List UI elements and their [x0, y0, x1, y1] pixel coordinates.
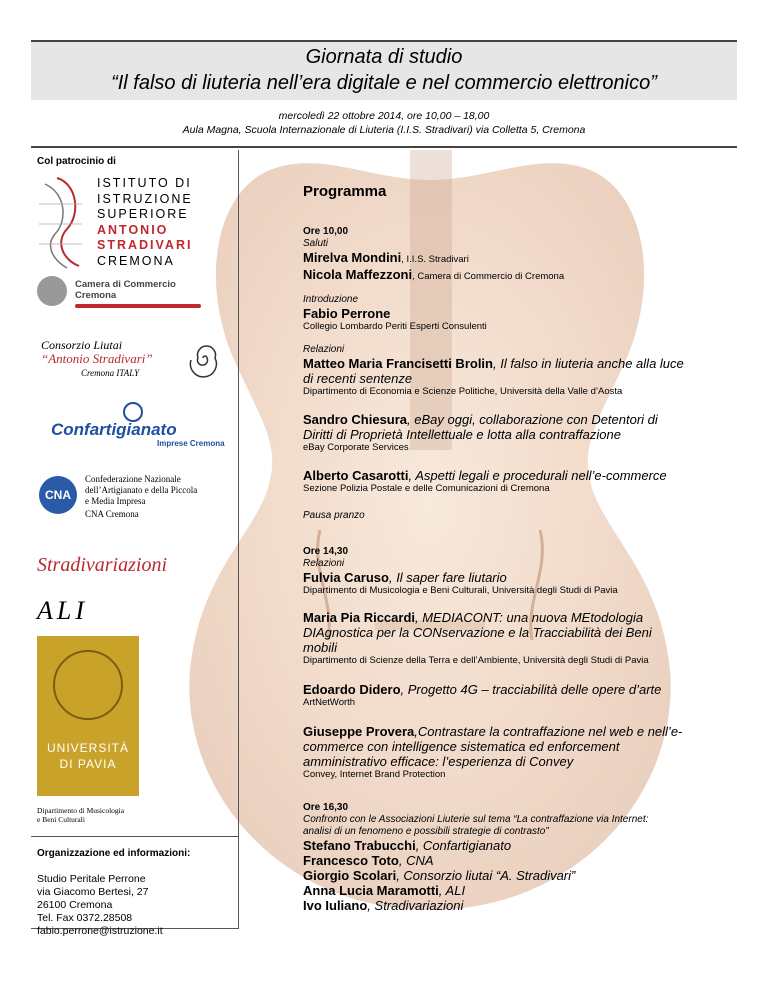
block-casarotti [303, 468, 733, 495]
talk-title-cont: Diritti di Proprietà Intellettuale e lotta alla contraffazione [303, 427, 621, 442]
iis-line-5: STRADIVARI [97, 238, 193, 252]
block-confronto [303, 802, 733, 913]
session-label: Relazioni [303, 558, 345, 569]
title-band [31, 42, 737, 100]
event-date: mercoledì 22 ottobre 2014, ore 10,00 – 18,00 [278, 110, 490, 122]
cna-line-2: dell’Artigianato e della Piccola [85, 485, 198, 495]
patrocinio-label: Col patrocinio di [37, 156, 116, 167]
pavia-seal-icon [53, 650, 123, 720]
org-title: Organizzazione ed informazioni: [37, 848, 191, 859]
session-description-cont: analisi di un fenomeno e possibili strategie di contrasto” [303, 826, 549, 837]
panelist-org: , Stradivariazioni [367, 898, 464, 913]
time: Ore 10,00 [303, 226, 349, 237]
program-title: Programma [303, 183, 387, 200]
consorzio-spiral-icon [185, 338, 225, 378]
speaker-name: Matteo Maria Francisetti Brolin [303, 356, 493, 371]
session-label: Relazioni [303, 344, 345, 355]
panelist [303, 883, 733, 898]
header [31, 40, 737, 148]
talk-line [303, 610, 733, 625]
confartigianato-sub: Imprese Cremona [157, 439, 225, 448]
talk-line [303, 356, 733, 371]
iis-line-3: SUPERIORE [97, 207, 189, 221]
org-line-2: via Giacomo Bertesi, 27 [37, 886, 149, 898]
talk-line [303, 570, 733, 585]
panelist-org: , ALI [438, 883, 466, 898]
speaker-line [303, 267, 733, 284]
confartigianato-emblem-icon [123, 402, 143, 422]
talk-title: , MEDIACONT: una nuova MEtodologia [415, 610, 644, 625]
talk-title-cont: commerce con intelligence sistematica ed enforcement [303, 739, 620, 754]
speaker-name: Mirelva Mondini [303, 250, 402, 265]
speaker-affiliation: Dipartimento di Scienze della Terra e dell’Ambiente, Università degli Studi di Pavia [303, 655, 649, 666]
talk-title: ,Contrastare la contraffazione nel web e nell’e- [414, 724, 683, 739]
universita-pavia-logo [37, 636, 139, 796]
ali-logo: ALI [37, 596, 88, 625]
talk-title: , Aspetti legali e procedurali nell’e-commerce [408, 468, 667, 483]
speaker-name: Alberto Casarotti [303, 468, 409, 483]
dip-line-2: e Beni Culturali [37, 815, 85, 824]
speaker-name: Maria Pia Riccardi [303, 610, 415, 625]
consorzio-line-3: Cremona ITALY [81, 368, 140, 378]
talk-line [303, 682, 733, 697]
speaker-affiliation: , Camera di Commercio di Cremona [412, 271, 565, 282]
speaker-affiliation: Sezione Polizia Postale e delle Comunicazioni di Cremona [303, 483, 550, 494]
talk-title: , eBay oggi, collaborazione con Detentori di [407, 412, 658, 427]
cna-logo [37, 472, 227, 522]
block-saluti [303, 226, 733, 284]
pavia-line-2: DI PAVIA [59, 757, 117, 771]
panelist [303, 853, 733, 868]
time: Ore 16,30 [303, 802, 349, 813]
panelist-name: Anna Lucia Maramotti [303, 883, 439, 898]
org-contact [31, 859, 238, 938]
speaker-name: Nicola Maffezzoni [303, 267, 413, 282]
block-provera [303, 724, 733, 781]
session-description: Confronto con le Associazioni Liuterie sul tema “La contraffazione via Internet: [303, 814, 649, 825]
pavia-line-1: UNIVERSITÀ [46, 741, 129, 755]
iis-line-1: ISTITUTO DI [97, 176, 192, 190]
block-afternoon [303, 546, 733, 597]
time: Ore 14,30 [303, 546, 349, 557]
block-didero [303, 682, 733, 709]
organization-box [31, 836, 238, 938]
org-line-4: Tel. Fax 0372.28508 [37, 912, 133, 924]
iis-line-4: ANTONIO [97, 222, 169, 237]
speaker-name: Fulvia Caruso [303, 570, 389, 585]
speaker-affiliation: Dipartimento di Economia e Scienze Politiche, Università della Valle d’Aosta [303, 386, 623, 397]
panelist-name: Ivo Iuliano [303, 898, 368, 913]
speaker-name: Sandro Chiesura [303, 412, 408, 427]
iis-line-2: ISTRUZIONE [97, 191, 193, 206]
block-chiesura [303, 412, 733, 454]
speaker-affiliation: Dipartimento di Musicologia e Beni Culturali, Università degli Studi di Pavia [303, 585, 618, 596]
sponsor-sidebar [31, 150, 239, 937]
camera-line-2: Cremona [75, 290, 117, 301]
dipartimento-musicologia-logo [37, 806, 124, 824]
panelist-org: , Consorzio liutai “A. Stradivari” [396, 868, 576, 883]
panelist-org: , CNA [398, 853, 434, 868]
talk-title: , Progetto 4G – tracciabilità delle opere d’arte [400, 682, 662, 697]
panelist [303, 868, 733, 883]
speaker-affiliation: Collegio Lombardo Periti Esperti Consulenti [303, 321, 487, 332]
talk-line [303, 412, 733, 427]
speaker-name: Fabio Perrone [303, 306, 391, 321]
org-line-1: Studio Peritale Perrone [37, 873, 146, 885]
cna-line-4: CNA Cremona [85, 509, 139, 519]
consorzio-line-1: Consorzio Liutai [41, 338, 123, 352]
talk-title: , Il saper fare liutario [388, 570, 507, 585]
panelist-name: Stefano Trabucchi [303, 838, 416, 853]
iis-line-6: CREMONA [97, 253, 175, 268]
title-line-2: “Il falso di liuteria nell’era digitale e nel commercio elettronico” [111, 72, 657, 94]
camera-swoosh-icon [75, 304, 201, 308]
session-label: Introduzione [303, 294, 359, 305]
confartigianato-logo [37, 402, 227, 452]
block-introduzione [303, 294, 733, 333]
talk-line [303, 724, 733, 739]
cna-emblem-text: CNA [45, 488, 71, 502]
title-line-1: Giornata di studio [305, 46, 463, 68]
consorzio-line-2: “Antonio Stradivari” [41, 351, 153, 366]
speaker-affiliation: ArtNetWorth [303, 697, 356, 708]
speaker-name: Edoardo Didero [303, 682, 401, 697]
panelist [303, 898, 733, 913]
event-place: Aula Magna, Scuola Internazionale di Liuteria (I.I.S. Stradivari) via Colletta 5, Cremona [182, 124, 586, 136]
speaker-line [303, 250, 733, 267]
panelist [303, 838, 733, 853]
iis-stradivari-logo [37, 174, 232, 274]
speaker-affiliation: , I.I.S. Stradivari [401, 254, 469, 265]
lunch-break: Pausa pranzo [303, 510, 365, 521]
org-line-3: 26100 Cremona [37, 899, 113, 911]
dip-line-1: Dipartimento di Musicologia [37, 806, 125, 815]
cna-line-1: Confederazione Nazionale [85, 474, 181, 484]
cna-line-3: e Media Impresa [85, 496, 146, 506]
talk-line [303, 468, 733, 483]
speaker-name: Giuseppe Provera [303, 724, 415, 739]
panelist-name: Giorgio Scolari [303, 868, 397, 883]
camera-commercio-logo [37, 274, 207, 314]
org-email[interactable]: fabio.perrone@istruzione.it [37, 925, 163, 937]
stradivariazioni-logo: Stradivariazioni [37, 554, 168, 576]
camera-seal-icon [37, 276, 67, 306]
talk-title-cont: amministrativo efficace: l’esperienza di Convey [303, 754, 574, 769]
talk-title-cont: mobili [303, 640, 337, 655]
confartigianato-name: Confartigianato [51, 420, 177, 439]
iis-emblem-icon [37, 174, 87, 270]
talk-title: , Il falso in liuteria anche alla luce [492, 356, 684, 371]
speaker-affiliation: Convey, Internet Brand Protection [303, 769, 446, 780]
cna-emblem [39, 476, 77, 514]
session-label: Saluti [303, 238, 329, 249]
talk-title-cont: di recenti sentenze [303, 371, 413, 386]
block-riccardi [303, 610, 733, 667]
panelist-org: , Confartigianato [415, 838, 512, 853]
talk-title-cont: DIAgnostica per la CONservazione e la Tracciabilità dei Beni [303, 625, 652, 640]
block-relazioni-1 [303, 344, 733, 398]
camera-line-1: Camera di Commercio [75, 279, 176, 290]
panelist-name: Francesco Toto [303, 853, 399, 868]
speaker-affiliation: eBay Corporate Services [303, 442, 409, 453]
consorzio-liutai-logo [37, 338, 227, 388]
